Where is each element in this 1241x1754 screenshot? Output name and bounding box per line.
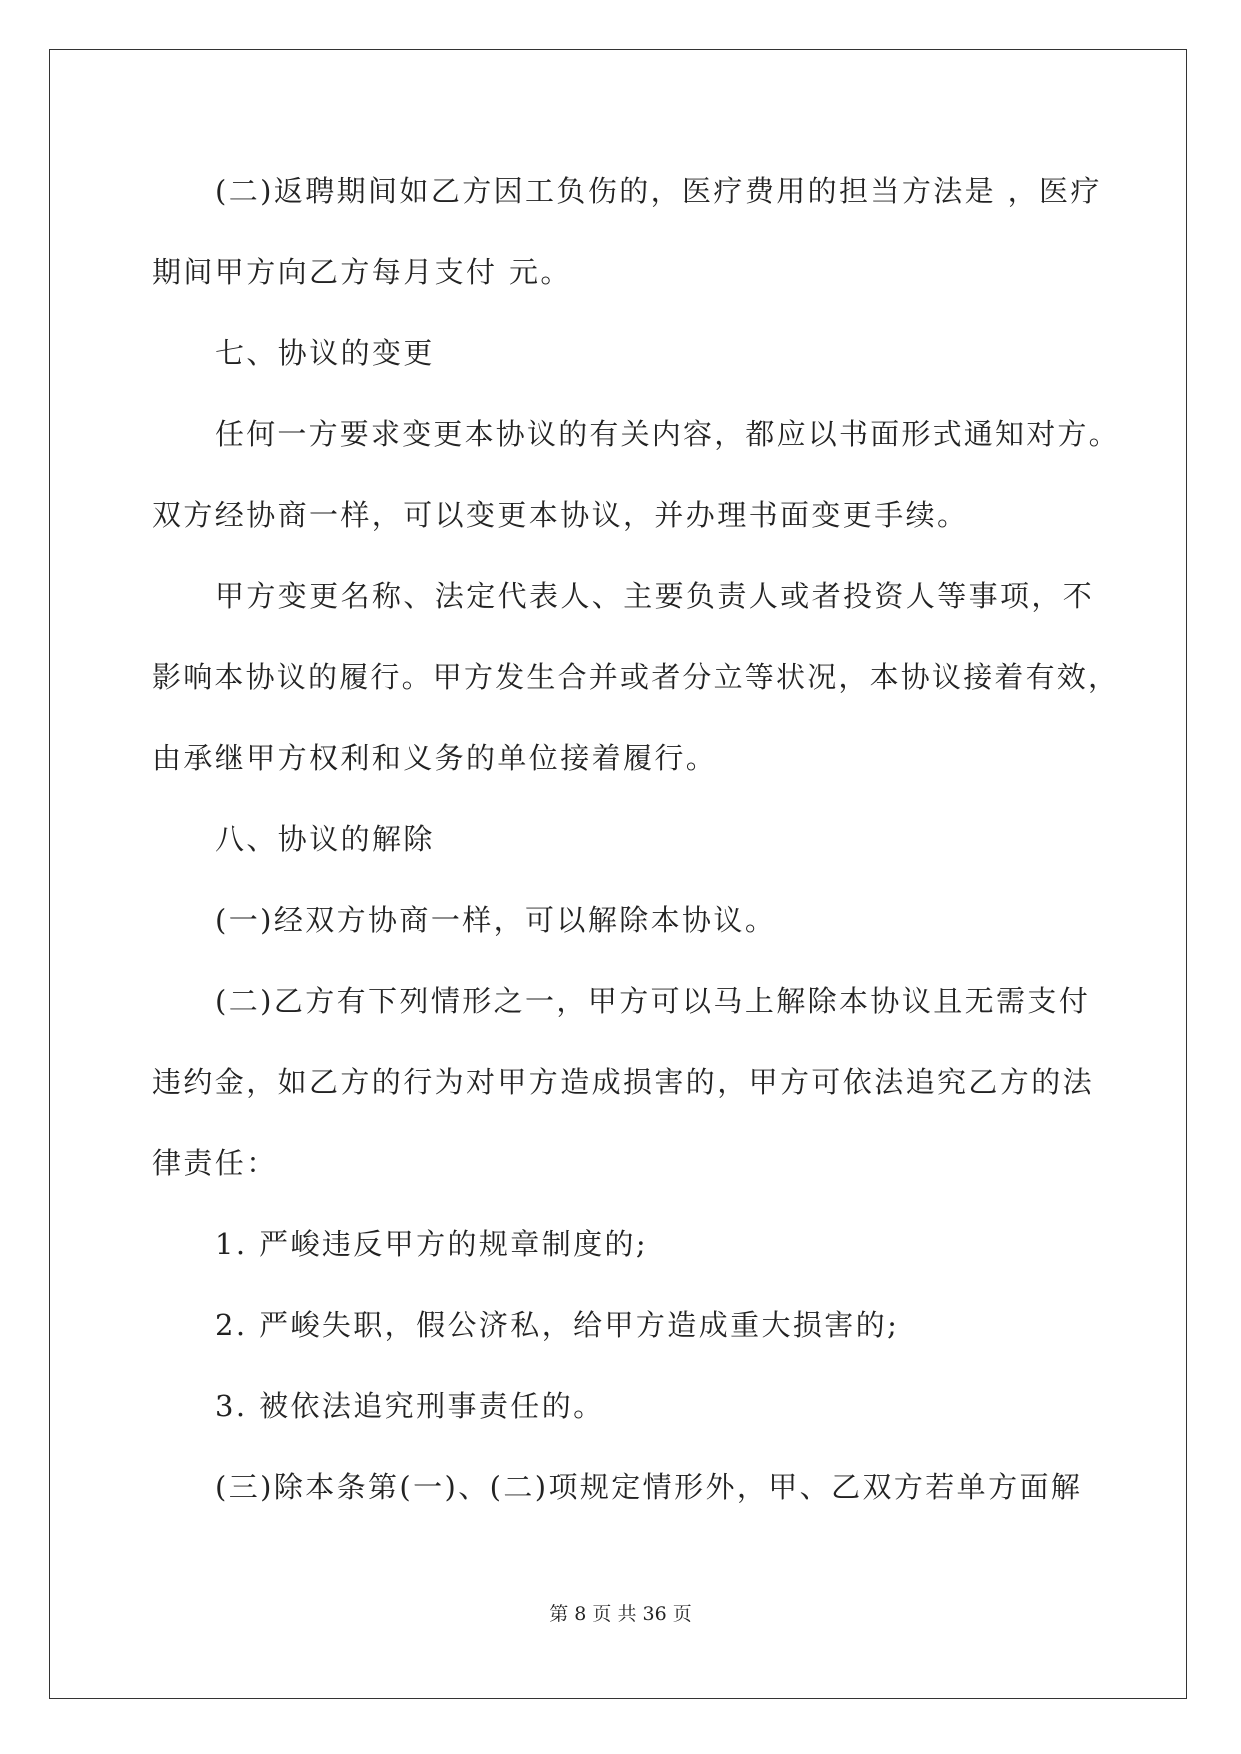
- page-number-footer: 第 8 页 共 36 页: [549, 1603, 692, 1625]
- text-line: (二)乙方有下列情形之一，甲方可以马上解除本协议且无需支付: [215, 984, 1091, 1018]
- text-line: (三)除本条第(一)、(二)项规定情形外，甲、乙双方若单方面解: [215, 1470, 1083, 1504]
- page-border: [49, 49, 1187, 1699]
- text-line: 违约金，如乙方的行为对甲方造成损害的，甲方可依法追究乙方的法: [152, 1065, 1095, 1099]
- list-item: 3. 被依法追究刑事责任的。: [215, 1389, 605, 1423]
- section-heading: 八、协议的解除: [215, 822, 435, 856]
- section-heading: 七、协议的变更: [215, 336, 435, 370]
- text-line: 甲方变更名称、法定代表人、主要负责人或者投资人等事项，不: [215, 579, 1095, 613]
- text-line: 期间甲方向乙方每月支付 元。: [152, 255, 572, 289]
- text-line: 双方经协商一样，可以变更本协议，并办理书面变更手续。: [152, 498, 969, 532]
- text-line: 任何一方要求变更本协议的有关内容，都应以书面形式通知对方。: [215, 417, 1120, 451]
- text-line: 律责任：: [152, 1146, 278, 1180]
- list-item: 1. 严峻违反甲方的规章制度的;: [215, 1227, 649, 1261]
- text-line: (一)经双方协商一样，可以解除本协议。: [215, 903, 777, 937]
- text-line: (二)返聘期间如乙方因工负伤的，医疗费用的担当方法是 ，医疗: [215, 174, 1102, 208]
- list-item: 2. 严峻失职，假公济私，给甲方造成重大损害的;: [215, 1308, 900, 1342]
- text-line: 影响本协议的履行。甲方发生合并或者分立等状况，本协议接着有效，: [152, 660, 1120, 694]
- text-line: 由承继甲方权利和义务的单位接着履行。: [152, 741, 718, 775]
